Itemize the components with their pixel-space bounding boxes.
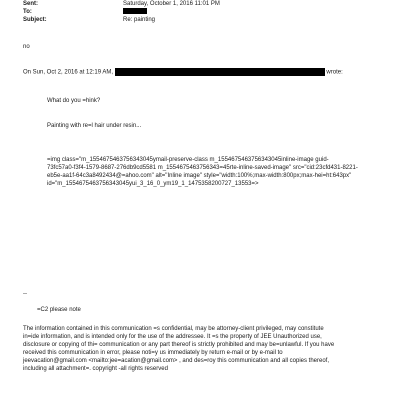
subject-label: Subject: [23,17,47,23]
header-to [23,8,147,16]
to-label: To: [23,9,32,15]
disclaimer-line: disclosure or copying of thi= communication or any part thereof is strictly prohibited and may be=unlawful. If you have [23,342,335,348]
quote-prefix: On Sun, Oct 2, 2016 at 12:19 AM, [23,69,114,76]
quote-suffix: wrote: [326,69,343,76]
img-line: 73fc57a0-f3f4-1579-8687-276db9cd5581 m_1554675463756343=45rte-inline-saved-image" src="cid:23cfd431-8221- [47,165,358,171]
redaction-bar [123,8,147,14]
disclaimer-line: The information contained in this communication =s confidential, may be attorney-client privileged, may constitute [23,326,324,332]
reply-text: no [23,44,30,50]
header-sent [23,0,220,8]
sent-label: Sent: [23,1,38,7]
please-note: =C2 please note [37,307,81,313]
quoted-question: What do you =hink? [47,98,101,104]
disclaimer-line: jeevacation@gmail.com <mailto:jee=acation@gmail.com> , and des=roy this communication and all copies thereof, [23,358,330,364]
disclaimer [23,325,334,373]
signature-dashes: -- [23,291,27,297]
redaction-bar [115,68,325,76]
img-line: id="m_1554675463756343045yui_3_16_0_ym19_1_1475358200727_13553=> [47,181,259,187]
img-line: =img class="m_1554675463756343045ymail-preserve-class m_1554675463756343045inline-image guid- [47,157,329,163]
disclaimer-line: in=ide information, and is intended only for the use of the addressee. It =s the property of JEE Unauthorized use, [23,334,322,340]
sent-value: Saturday, October 1, 2016 11:01 PM [123,1,220,7]
disclaimer-line: including all attachment=. copyright -all rights reserved [23,366,168,372]
quote-header [23,68,343,76]
inline-image-markup [47,156,358,188]
header-subject [23,16,155,24]
quoted-painting: Painting with re=l hair under resin... [47,123,142,129]
img-line: eb5e-aa1f-64c3a8492434@=ahoo.com" alt="Inline image" style="width:100%;max-width:800px;max-hei=ht:643px" [47,173,352,179]
subject-value: Re: painting [123,17,156,23]
disclaimer-line: received this communication in error, please noti=y us immediately by return e-mail or by e-mail to [23,350,283,356]
